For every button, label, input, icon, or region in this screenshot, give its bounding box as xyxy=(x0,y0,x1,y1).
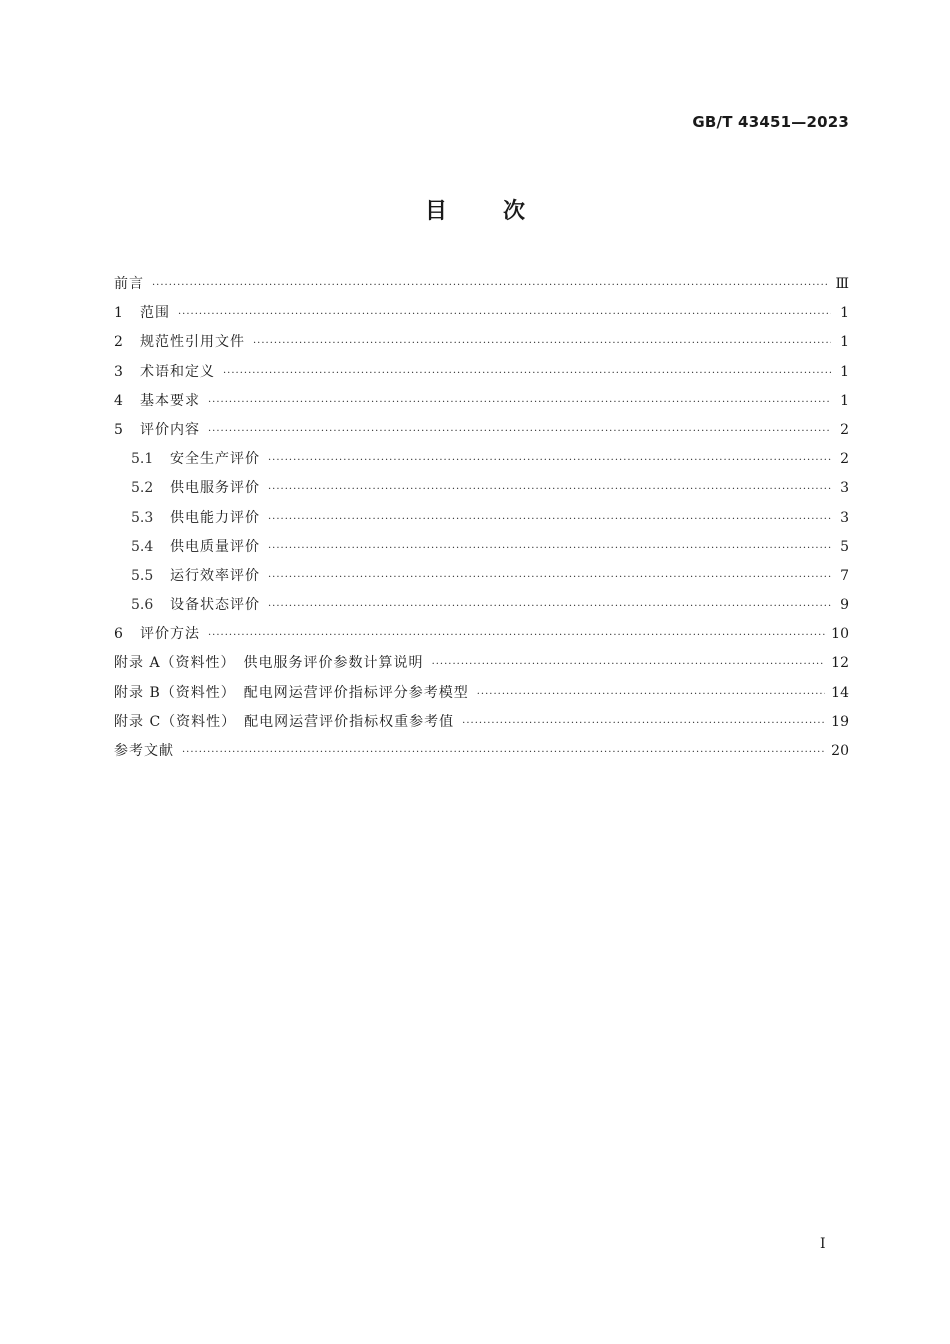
toc-leader-dots xyxy=(462,709,825,738)
toc-entry-page: 1 xyxy=(840,392,849,409)
toc-leader-dots xyxy=(182,738,825,767)
toc-entry-number: 5 xyxy=(114,421,123,438)
toc-entry-number: 6 xyxy=(114,626,123,643)
toc-entry-page: 12 xyxy=(831,655,849,672)
toc-entry-label: 范围 xyxy=(140,305,170,322)
toc-leader-dots xyxy=(253,329,831,358)
toc-entry-page: 19 xyxy=(831,713,849,730)
toc-entry-label: 评价方法 xyxy=(140,626,200,643)
toc-entry-page: 14 xyxy=(831,684,849,701)
toc-entry[interactable] xyxy=(114,708,849,737)
toc-entry-label: 规范性引用文件 xyxy=(140,334,245,351)
toc-entry-label: 供电能力评价 xyxy=(170,509,260,526)
toc-entry-label: 设备状态评价 xyxy=(170,597,260,614)
toc-entry-page: 1 xyxy=(840,334,849,351)
toc-entry-page: 7 xyxy=(840,567,849,584)
toc-entry[interactable] xyxy=(114,445,849,474)
toc-leader-dots xyxy=(268,563,831,592)
toc-entry-page: 3 xyxy=(840,480,849,497)
toc-leader-dots xyxy=(268,592,831,621)
toc-leader-dots xyxy=(208,417,831,446)
toc-entry-page: 3 xyxy=(840,509,849,526)
toc-entry-page: 5 xyxy=(840,538,849,555)
toc-entry-page: 10 xyxy=(831,626,849,643)
toc-entry[interactable] xyxy=(114,299,849,328)
toc-entry[interactable] xyxy=(114,562,849,591)
toc-entry[interactable] xyxy=(114,591,849,620)
toc-entry[interactable] xyxy=(114,649,849,678)
toc-leader-dots xyxy=(268,475,831,504)
toc-entry-number: 3 xyxy=(114,363,123,380)
toc-entry-number: 5.5 xyxy=(131,567,154,584)
toc-entry-page: 20 xyxy=(831,743,849,759)
toc-entry-number: 2 xyxy=(114,334,123,351)
toc-leader-dots xyxy=(268,446,831,475)
toc-entry-page: 1 xyxy=(840,363,849,380)
toc-entry[interactable] xyxy=(114,737,849,766)
toc-leader-dots xyxy=(223,359,831,388)
toc-entry[interactable] xyxy=(114,416,849,445)
toc-leader-dots xyxy=(268,534,831,563)
toc-entry-label: 附录 A（资料性） 供电服务评价参数计算说明 xyxy=(114,655,424,672)
toc-entry-page: Ⅲ xyxy=(835,276,849,292)
toc-entry[interactable] xyxy=(114,504,849,533)
toc-leader-dots xyxy=(152,271,829,300)
page-number: I xyxy=(820,1236,826,1252)
toc-leader-dots xyxy=(432,650,826,679)
toc-entry-number: 5.2 xyxy=(131,480,154,497)
standard-code: GB/T 43451—2023 xyxy=(692,113,849,131)
toc-entry[interactable] xyxy=(114,358,849,387)
toc-leader-dots xyxy=(268,505,831,534)
toc-entry[interactable] xyxy=(114,328,849,357)
toc-entry[interactable] xyxy=(114,620,849,649)
toc-leader-dots xyxy=(208,621,825,650)
toc-entry[interactable] xyxy=(114,270,849,299)
toc-leader-dots xyxy=(477,680,825,709)
toc-entry-label: 基本要求 xyxy=(140,392,200,409)
toc-entry-number: 4 xyxy=(114,392,123,409)
toc-entry-label: 供电质量评价 xyxy=(170,538,260,555)
toc-entry-page: 2 xyxy=(840,421,849,438)
toc-entry-page: 9 xyxy=(840,597,849,614)
toc-entry-number: 5.4 xyxy=(131,538,154,555)
toc-entry-page: 2 xyxy=(840,451,849,468)
toc-entry-label: 参考文献 xyxy=(114,743,174,759)
toc-leader-dots xyxy=(208,388,831,417)
toc-title: 目次 xyxy=(424,199,581,224)
toc-entry-label: 附录 B（资料性） 配电网运营评价指标评分参考模型 xyxy=(114,684,469,701)
toc-entry-page: 1 xyxy=(840,305,849,322)
table-of-contents xyxy=(114,270,849,766)
toc-entry-number: 5.3 xyxy=(131,509,154,526)
toc-entry[interactable] xyxy=(114,474,849,503)
toc-entry-label: 前言 xyxy=(114,276,144,292)
toc-entry-label: 术语和定义 xyxy=(140,363,215,380)
toc-entry-number: 1 xyxy=(114,305,123,322)
toc-entry-number: 5.1 xyxy=(131,451,154,468)
toc-entry-label: 安全生产评价 xyxy=(170,451,260,468)
toc-entry[interactable] xyxy=(114,387,849,416)
toc-leader-dots xyxy=(178,300,831,329)
toc-entry-label: 供电服务评价 xyxy=(170,480,260,497)
toc-entry-label: 评价内容 xyxy=(140,421,200,438)
toc-entry[interactable] xyxy=(114,533,849,562)
toc-entry-number: 5.6 xyxy=(131,597,154,614)
toc-entry-label: 运行效率评价 xyxy=(170,567,260,584)
toc-entry[interactable] xyxy=(114,679,849,708)
toc-entry-label: 附录 C（资料性） 配电网运营评价指标权重参考值 xyxy=(114,713,455,730)
